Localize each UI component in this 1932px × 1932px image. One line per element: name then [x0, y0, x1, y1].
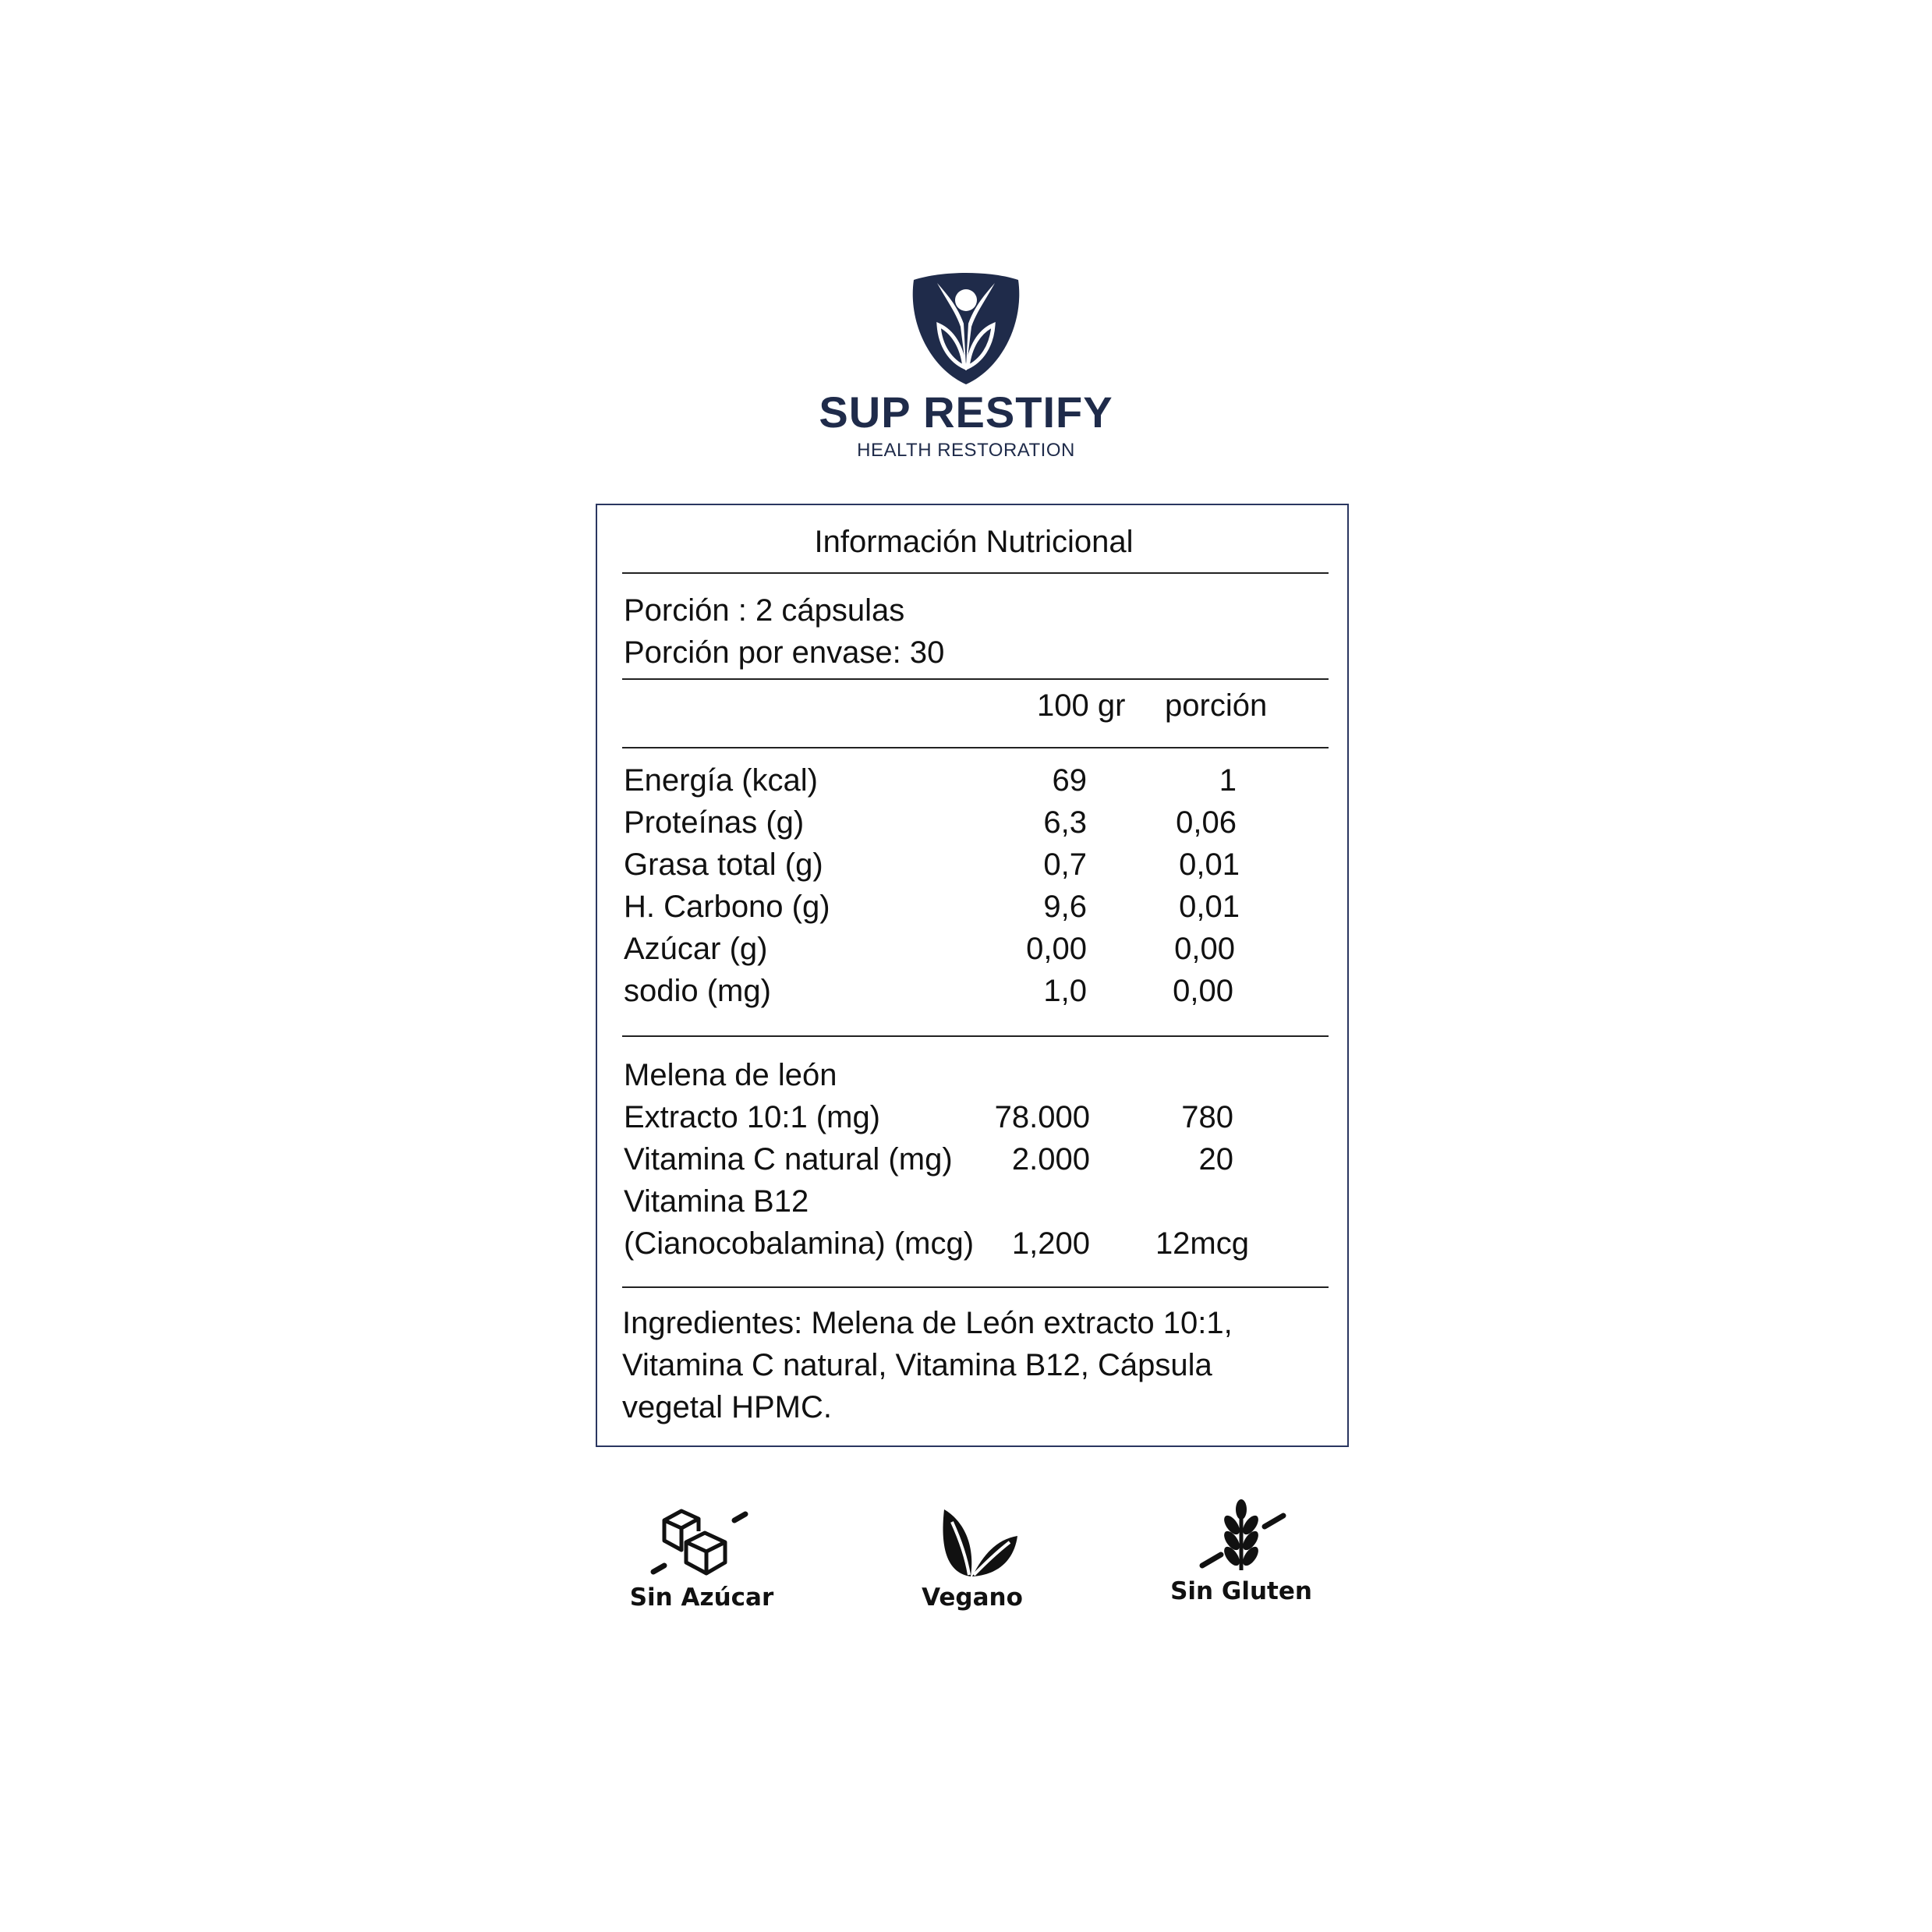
active-portion: 20 — [1198, 1142, 1233, 1177]
ingredients-line: vegetal HPMC. — [622, 1390, 832, 1424]
nutrient-name: Energía (kcal) — [624, 763, 818, 798]
nutrient-per100: 0,7 — [1043, 847, 1087, 882]
brand-tagline: HEALTH RESTORATION — [857, 440, 1075, 461]
nutrient-name: Grasa total (g) — [624, 847, 823, 882]
divider — [622, 1035, 1329, 1037]
divider — [622, 678, 1329, 680]
badge-label: Vegano — [922, 1583, 1023, 1612]
badge-sin-azucar — [616, 1505, 787, 1612]
nutrient-name: sodio (mg) — [624, 974, 771, 1008]
brand-header — [0, 269, 1932, 462]
leaves-icon — [918, 1505, 1027, 1580]
column-header-portion: porción — [1165, 688, 1268, 723]
active-per100: 78.000 — [994, 1100, 1090, 1134]
divider — [622, 747, 1329, 748]
active-portion: 12mcg — [1155, 1226, 1249, 1261]
nutrient-portion: 0,01 — [1179, 847, 1240, 882]
nutrient-portion: 0,01 — [1179, 890, 1240, 924]
nutrient-portion: 0,06 — [1176, 805, 1237, 840]
nutrient-portion: 1 — [1219, 763, 1237, 798]
nutrient-portion: 0,00 — [1174, 932, 1235, 966]
servings-per-container: Porción por envase: 30 — [624, 635, 945, 670]
label-title: Información Nutricional — [814, 525, 1134, 559]
active-per100: 2.000 — [1011, 1142, 1090, 1177]
column-header-100g: 100 gr — [1037, 688, 1126, 723]
active-name: Melena de león — [624, 1058, 837, 1092]
nutrient-per100: 69 — [1052, 763, 1087, 798]
nutrient-per100: 1,0 — [1043, 974, 1087, 1008]
active-name: (Cianocobalamina) (mcg) — [624, 1226, 975, 1261]
sugar-cubes-icon — [647, 1505, 756, 1580]
shield-leaf-person-icon — [908, 269, 1024, 386]
active-name: Vitamina C natural (mg) — [624, 1142, 953, 1177]
ingredients-line: Vitamina C natural, Vitamina B12, Cápsula — [622, 1348, 1212, 1382]
divider — [622, 1286, 1329, 1288]
badge-sin-gluten — [1155, 1499, 1327, 1605]
badge-label: Sin Azúcar — [629, 1583, 774, 1612]
badge-label: Sin Gluten — [1170, 1577, 1312, 1605]
nutrient-per100: 9,6 — [1043, 890, 1087, 924]
nutrient-name: Proteínas (g) — [624, 805, 805, 840]
active-per100: 1,200 — [1011, 1226, 1090, 1261]
active-name: Vitamina B12 — [624, 1184, 809, 1219]
active-name: Extracto 10:1 (mg) — [624, 1100, 881, 1134]
active-portion: 780 — [1181, 1100, 1233, 1134]
badges-row — [0, 1505, 1932, 1614]
nutrition-label — [596, 504, 1349, 1447]
nutrient-name: Azúcar (g) — [624, 932, 768, 966]
nutrient-name: H. Carbono (g) — [624, 890, 830, 924]
divider — [622, 572, 1329, 574]
brand-name: SUP RESTIFY — [819, 387, 1113, 437]
nutrient-portion: 0,00 — [1173, 974, 1233, 1008]
wheat-crossed-icon — [1187, 1499, 1296, 1573]
ingredients-line: Ingredientes: Melena de León extracto 10:1, — [622, 1306, 1233, 1340]
badge-vegano — [886, 1505, 1058, 1612]
serving-size: Porción : 2 cápsulas — [624, 593, 905, 628]
nutrient-per100: 0,00 — [1026, 932, 1087, 966]
nutrient-per100: 6,3 — [1043, 805, 1087, 840]
